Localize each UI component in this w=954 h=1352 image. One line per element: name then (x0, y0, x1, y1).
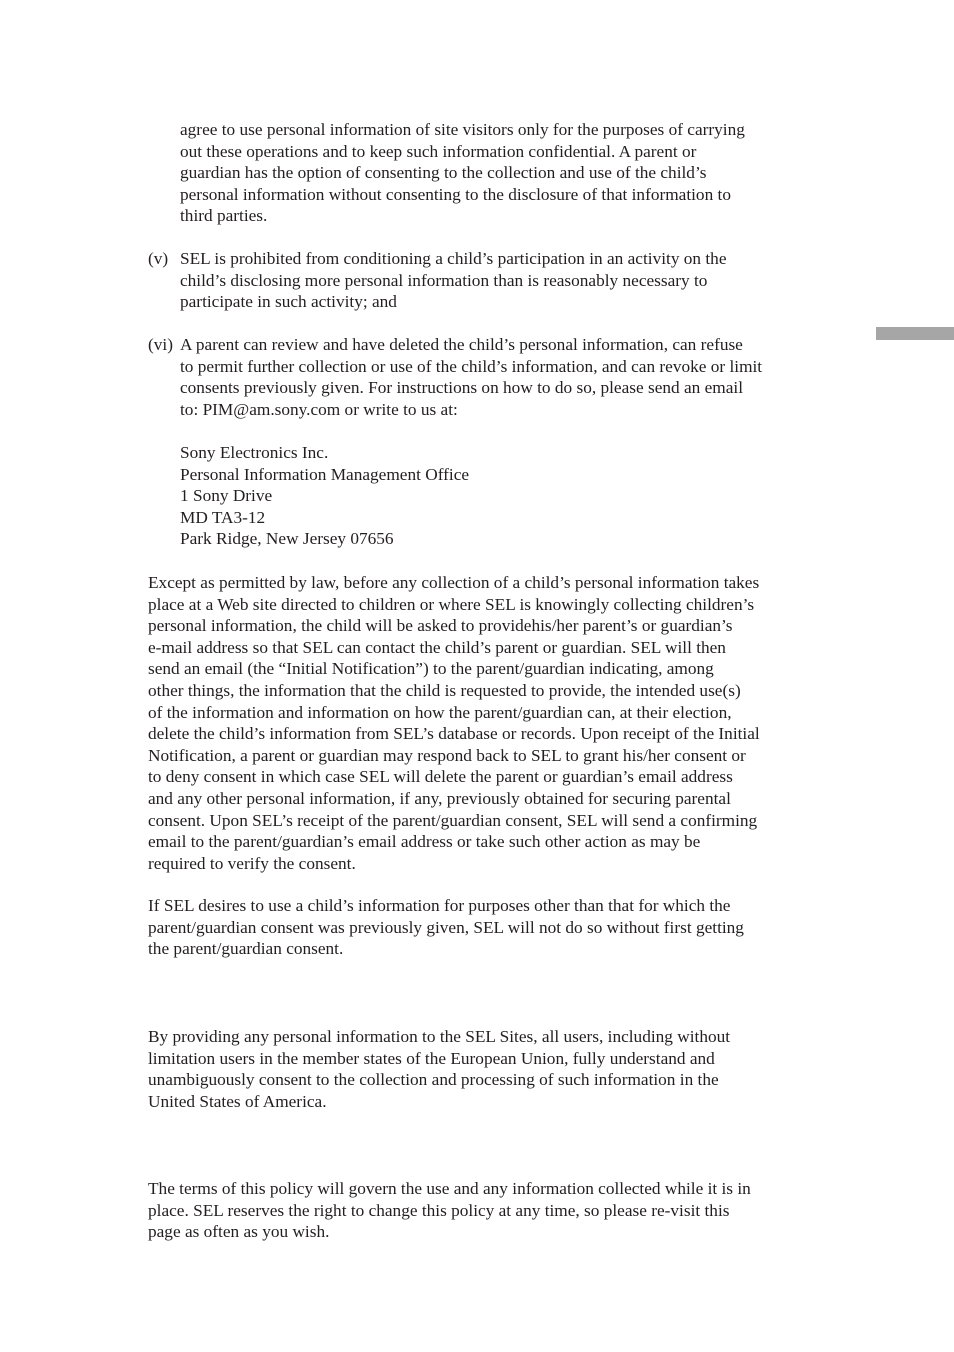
text-line: limitation users in the member states of the European Union, fully understand and (148, 1048, 715, 1068)
text-line: delete the child’s information from SEL’s database or records. Upon receipt of the Initial (148, 724, 760, 744)
text-line: email to the parent/guardian’s email address or take such other action as may be (148, 832, 701, 852)
address-line: MD TA3-12 (180, 507, 266, 527)
text-line: page as often as you wish. (148, 1222, 330, 1242)
text-line: send an email (the “Initial Notification”) to the parent/guardian indicating, among (148, 659, 714, 679)
text-line: e-mail address so that SEL can contact the child’s parent or guardian. SEL will then (148, 637, 726, 657)
text-line: to deny consent in which case SEL will delete the parent or guardian’s email address (148, 767, 733, 787)
address-line: Park Ridge, New Jersey 07656 (180, 529, 394, 549)
text-line: A parent can review and have deleted the child’s personal information, can refuse (180, 335, 743, 354)
eu-consent-paragraph (148, 1026, 730, 1112)
text-line: United States of America. (148, 1091, 327, 1111)
text-line: place at a Web site directed to children or where SEL is knowingly collecting children’s (148, 594, 755, 614)
mailing-address (180, 442, 469, 550)
text-line: the parent/guardian consent. (148, 939, 344, 959)
other-purposes-paragraph (148, 895, 744, 960)
text-line: Notification, a parent or guardian may respond back to SEL to grant his/her consent or (148, 745, 746, 765)
list-marker-vi: (vi) (148, 335, 173, 354)
text-line: out these operations and to keep such information confidential. A parent or (180, 141, 697, 161)
text-line: guardian has the option of consenting to the collection and use of the child’s (180, 163, 707, 183)
text-line: personal information without consenting to the disclosure of that information to (180, 184, 731, 204)
text-line: consent. Upon SEL’s receipt of the parent/guardian consent, SEL will send a confirming (148, 810, 758, 830)
text-line: personal information, the child will be asked to providehis/her parent’s or guardian’s (148, 616, 733, 636)
text-line: third parties. (180, 206, 268, 226)
address-line: 1 Sony Drive (180, 486, 273, 506)
text-line: consents previously given. For instructions on how to do so, please send an email (180, 378, 743, 398)
text-line: participate in such activity; and (180, 292, 397, 312)
list-item-v (180, 248, 727, 313)
policy-terms-paragraph (148, 1178, 751, 1243)
text-line: of the information and information on how the parent/guardian can, at their election, (148, 702, 732, 722)
text-line: place. SEL reserves the right to change this policy at any time, so please re-visit this (148, 1200, 730, 1220)
text-line: to: PIM@am.sony.com or write to us at: (180, 399, 458, 419)
list-marker-v: (v) (148, 249, 169, 268)
carryover-paragraph (180, 119, 745, 227)
text-line: unambiguously consent to the collection and processing of such information in the (148, 1070, 719, 1090)
address-line: Personal Information Management Office (180, 464, 470, 484)
text-line: Except as permitted by law, before any collection of a child’s personal information takes (148, 573, 760, 592)
text-line: child’s disclosing more personal information than is reasonably necessary to (180, 270, 708, 290)
text-line: parent/guardian consent was previously given, SEL will not do so without first getting (148, 917, 744, 937)
text-line: required to verify the consent. (148, 853, 356, 873)
address-line: Sony Electronics Inc. (180, 443, 329, 462)
parental-consent-paragraph (148, 572, 760, 874)
text-line: and any other personal information, if any, previously obtained for securing parental (148, 788, 731, 808)
text-line: If SEL desires to use a child’s information for purposes other than that for which the (148, 896, 731, 915)
text-line: The terms of this policy will govern the use and any information collected while it is in (148, 1179, 751, 1198)
text-line: By providing any personal information to the SEL Sites, all users, including without (148, 1027, 731, 1046)
section-tab-marker (876, 327, 954, 340)
text-line: agree to use personal information of site visitors only for the purposes of carrying (180, 120, 745, 139)
list-item-vi (180, 334, 762, 420)
text-line: SEL is prohibited from conditioning a child’s participation in an activity on the (180, 249, 727, 268)
text-line: to permit further collection or use of the child’s information, and can revoke or limit (180, 356, 763, 376)
text-line: other things, the information that the child is requested to provide, the intended use(s) (148, 680, 741, 700)
